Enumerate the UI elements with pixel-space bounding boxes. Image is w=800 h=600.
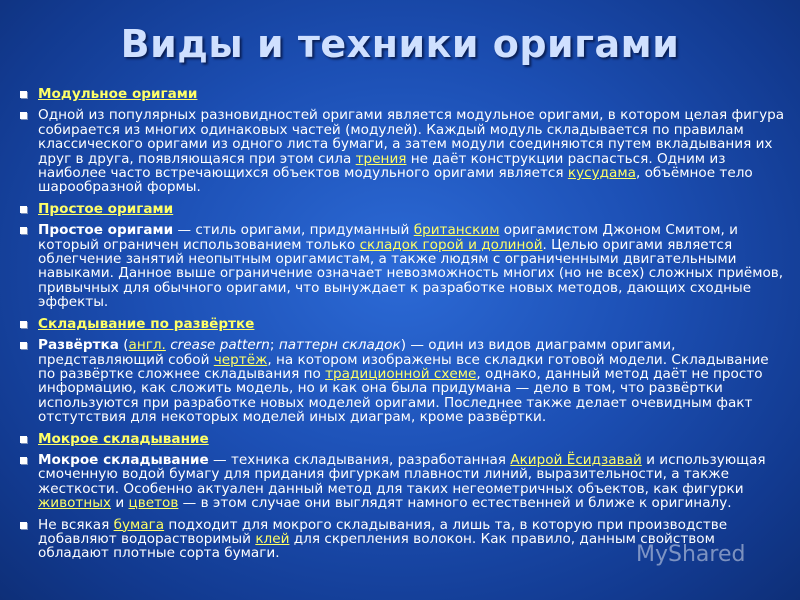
- text: оригамистом Джоном Смитом, и который ограничен использованием только: [38, 222, 738, 253]
- link-british[interactable]: британским: [413, 222, 500, 239]
- heading-link-wet-folding[interactable]: Мокрое складывание: [38, 430, 209, 447]
- text: и: [111, 495, 129, 512]
- link-animals[interactable]: животных: [38, 495, 111, 512]
- list-item: [18, 108, 786, 194]
- text: подходит для мокрого складывания, а лишь та, в которую при производстве добавляют водорастворимый: [38, 516, 728, 547]
- list-item: [18, 453, 786, 511]
- page-title: Виды и техники оригами: [120, 22, 680, 66]
- link-kusudama[interactable]: кусудама: [567, 165, 636, 182]
- list-item: [18, 432, 786, 446]
- link-friction[interactable]: трения: [355, 150, 407, 167]
- text: — техника складывания, разработанная: [208, 451, 511, 468]
- text: (: [118, 337, 129, 354]
- text: для скрепления волокон. Как правило, данным свойством обладают плотные сорта бумаги.: [38, 530, 715, 562]
- content-list: [18, 87, 786, 568]
- text: . Целью оригами является облегчение занятий неопытным оригамистам, а также людям с ограниченными двигательными навыками. Данное выше ограничение означает невозможность многих (но не всех) сложных приёмов, привычных для обычного оригами, что вынуждает к разработке новых методов, дающих сходные эффекты.: [38, 236, 784, 311]
- link-english[interactable]: англ.: [128, 337, 166, 354]
- list-item: [18, 87, 786, 101]
- heading-link-simple[interactable]: Простое оригами: [38, 200, 174, 217]
- link-paper[interactable]: бумага: [113, 516, 165, 533]
- watermark-logo: MyShared: [636, 542, 746, 567]
- text: не даёт конструкции распасться. Одним из наиболее часто встречающихся объектов модульного оригами является: [38, 150, 726, 182]
- link-drawing[interactable]: чертёж: [213, 351, 268, 368]
- link-flowers[interactable]: цветов: [128, 495, 179, 512]
- heading-link-modular[interactable]: Модульное оригами: [38, 86, 198, 102]
- text: ) — один из видов диаграмм оригами, представляющий собой: [38, 337, 676, 368]
- link-folds[interactable]: складок горой и долиной: [359, 236, 543, 253]
- text: , объёмное тело шарообразной формы.: [38, 165, 753, 196]
- text: — в этом случае они выглядят намного естественней и ближе к оригиналу.: [178, 495, 732, 512]
- list-item: [18, 338, 786, 424]
- text: ;: [269, 337, 279, 354]
- text: Одной из популярных разновидностей оригами является модульное оригами, в котором целая фигура собирается из многих одинаковых частей (модулей). Каждый модуль складывается по правилам классического оригами из одного листа бумаги, а затем модули соединяются путем вкладывания их друг в друга, появляющаяся при этом сила: [38, 107, 785, 167]
- text-italic: crease pattern: [170, 337, 270, 354]
- text: и использующая смоченную водой бумагу для придания фигуркам плавности линий, выразительности, а также жесткости. Особенно актуален данный метод для таких негеометричных объектов, как фигурки: [38, 451, 766, 497]
- link-glue[interactable]: клей: [255, 530, 290, 547]
- list-item: [18, 317, 786, 331]
- text: , на котором изображены все складки готовой модели. Складывание по развёртке сложнее складывания по: [38, 351, 769, 382]
- text-italic: паттерн складок: [278, 337, 401, 354]
- text: — стиль оригами, придуманный: [173, 222, 414, 239]
- term: Развёртка: [38, 337, 119, 354]
- heading-link-crease-pattern[interactable]: Складывание по развёртке: [38, 315, 255, 332]
- link-akira-yoshizawa[interactable]: Акирой Ёсидзавай: [510, 451, 642, 468]
- link-traditional-scheme[interactable]: традиционной схеме: [325, 365, 477, 382]
- list-item: [18, 223, 786, 309]
- text: , однако, данный метод даёт не просто информацию, как сложить модель, но и как она была придумана — дело в том, что развёртки используются при разработке новых моделей оригами. Последнее также делает очевидным факт отстутствия для некоторых моделей иных диаграм, кроме развёртки.: [38, 365, 763, 426]
- list-item: [18, 202, 786, 216]
- text: Не всякая: [38, 516, 114, 533]
- term: Простое оригами: [38, 222, 174, 239]
- term: Мокрое складывание: [38, 451, 209, 468]
